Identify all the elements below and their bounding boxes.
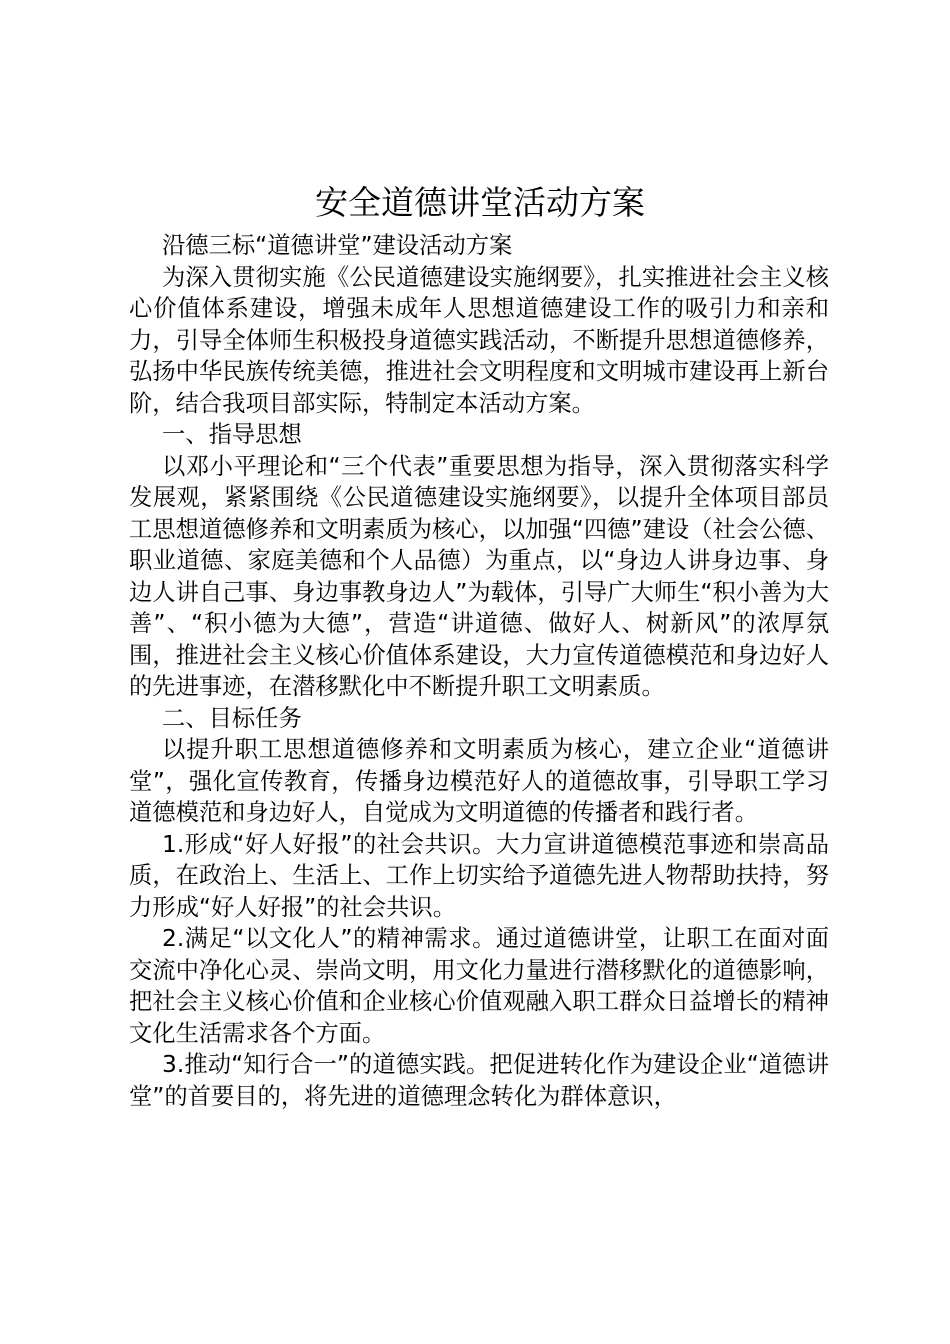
goal-item-2: 2.满足“以文化人”的精神需求。通过道德讲堂，让职工在面对面交流中净化心灵、崇尚文明，用文化力量进行潜移默化的道德影响，把社会主义核心价值和企业核心价值观融入职工群众日益增长的精神文化生活需求各个方面。	[129, 925, 829, 1047]
intro-paragraph: 为深入贯彻实施《公民道德建设实施纲要》，扎实推进社会主义核心价值体系建设，增强未成年人思想道德建设工作的吸引力和亲和力，引导全体师生积极投身道德实践活动，不断提升思想道德修养，弘扬中华民族传统美德，推进社会文明程度和文明城市建设再上新台阶，结合我项目部实际，特制定本活动方案。	[129, 263, 829, 417]
goal-item-1: 1.形成“好人好报”的社会共识。大力宣讲道德模范事迹和崇高品质，在政治上、生活上、工作上切实给予道德先进人物帮助扶持，努力形成“好人好报”的社会共识。	[129, 830, 829, 921]
document-body	[129, 230, 829, 1112]
section-heading-goals: 二、目标任务	[162, 704, 302, 732]
document-title: 安全道德讲堂活动方案	[315, 183, 645, 222]
guiding-ideology-paragraph: 以邓小平理论和“三个代表”重要思想为指导，深入贯彻落实科学发展观，紧紧围绕《公民道德建设实施纲要》，以提升全体项目部员工思想道德修养和文明素质为核心，以加强“四德”建设（社会公德、职业道德、家庭美德和个人品德）为重点，以“身边人讲身边事、身边人讲自己事、身边事教身边人”为载体，引导广大师生“积小善为大善”、“积小德为大德”，营造“讲道德、做好人、树新风”的浓厚氛围，推进社会主义核心价值体系建设，大力宣传道德模范和身边好人的先进事迹，在潜移默化中不断提升职工文明素质。	[129, 452, 829, 700]
goal-item-3: 3.推动“知行合一”的道德实践。把促进转化作为建设企业“道德讲堂”的首要目的，将先进的道德理念转化为群体意识，	[129, 1051, 829, 1110]
section-heading-guiding-ideology: 一、指导思想	[162, 421, 302, 448]
goals-paragraph: 以提升职工思想道德修养和文明素质为核心，建立企业“道德讲堂”，强化宣传教育，传播身边模范好人的道德故事，引导职工学习道德模范和身边好人，自觉成为文明道德的传播者和践行者。	[129, 736, 829, 826]
subtitle-paragraph: 沿德三标“道德讲堂”建设活动方案	[162, 232, 513, 259]
